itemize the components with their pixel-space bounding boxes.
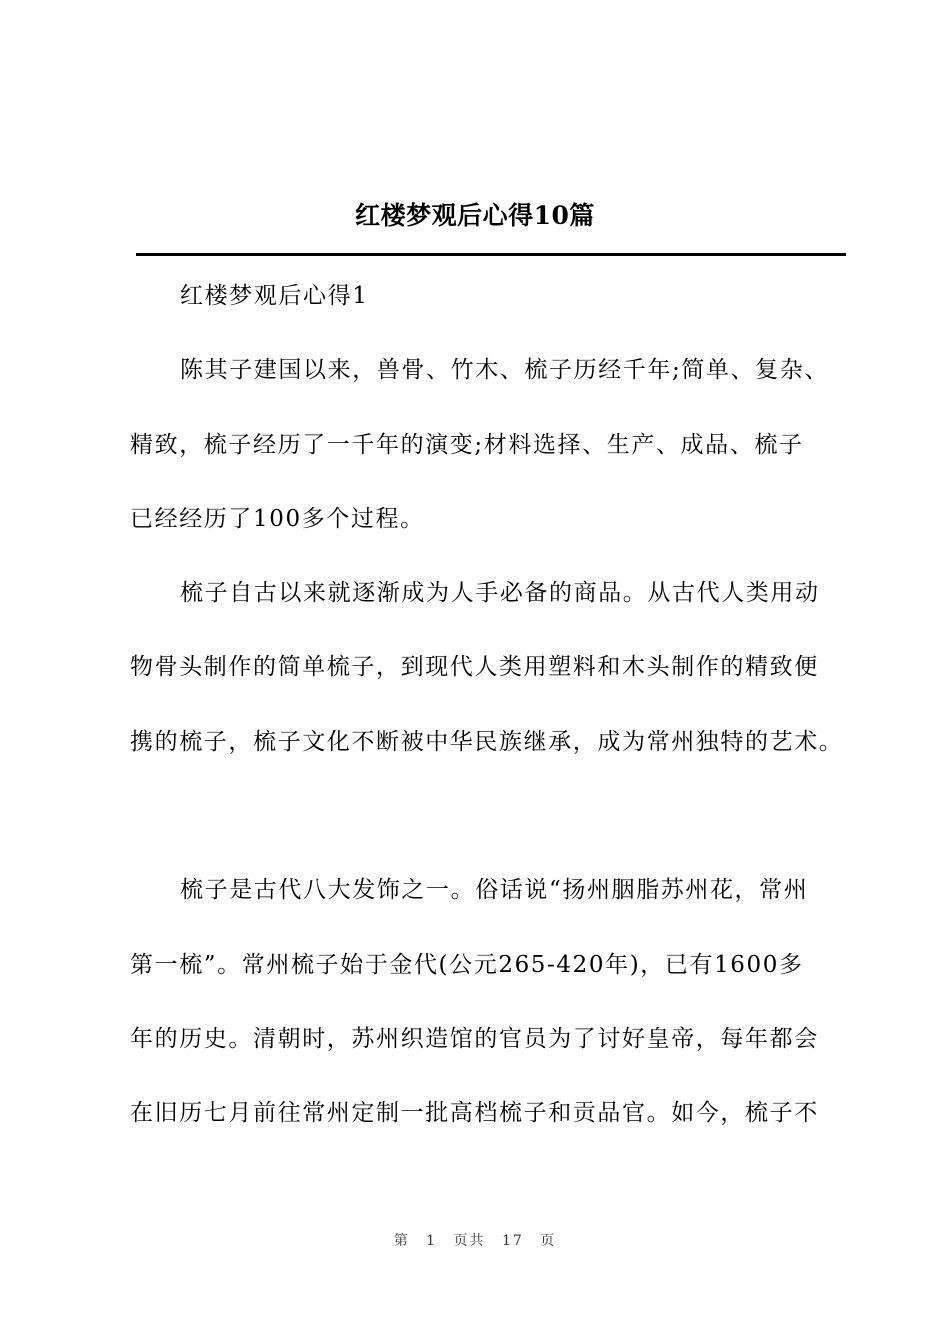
paragraph-line: 精致，梳子经历了一千年的演变;材料选择、生产、成品、梳子 xyxy=(130,432,804,458)
paragraph-line: 梳子是古代八大发饰之一。俗话说“扬州胭脂苏州花，常州 xyxy=(180,877,809,903)
title-divider xyxy=(136,253,846,256)
paragraph-line: 梳子自古以来就逐渐成为人手必备的商品。从古代人类用动 xyxy=(180,580,820,606)
paragraph-line: 年的历史。清朝时，苏州织造馆的官员为了讨好皇帝，每年都会 xyxy=(130,1026,819,1052)
paragraph-line: 携的梳子，梳子文化不断被中华民族继承，成为常州独特的艺术。 xyxy=(130,729,844,755)
paragraph-line: 第一梳”。常州梳子始于金代(公元265-420年)，已有1600多 xyxy=(130,952,804,978)
document-title: 红楼梦观后心得10篇 xyxy=(355,201,595,230)
paragraph-line: 已经经历了100多个过程。 xyxy=(130,506,425,532)
paragraph-line: 物骨头制作的简单梳子，到现代人类用塑料和木头制作的精致便 xyxy=(130,654,819,680)
page-number: 第 1 页共 17 页 xyxy=(393,1233,557,1249)
section-heading: 红楼梦观后心得1 xyxy=(180,283,369,309)
paragraph-line: 陈其子建国以来，兽骨、竹木、梳子历经千年;简单、复杂、 xyxy=(180,357,829,383)
paragraph-line: 在旧历七月前往常州定制一批高档梳子和贡品官。如今，梳子不 xyxy=(130,1100,819,1126)
